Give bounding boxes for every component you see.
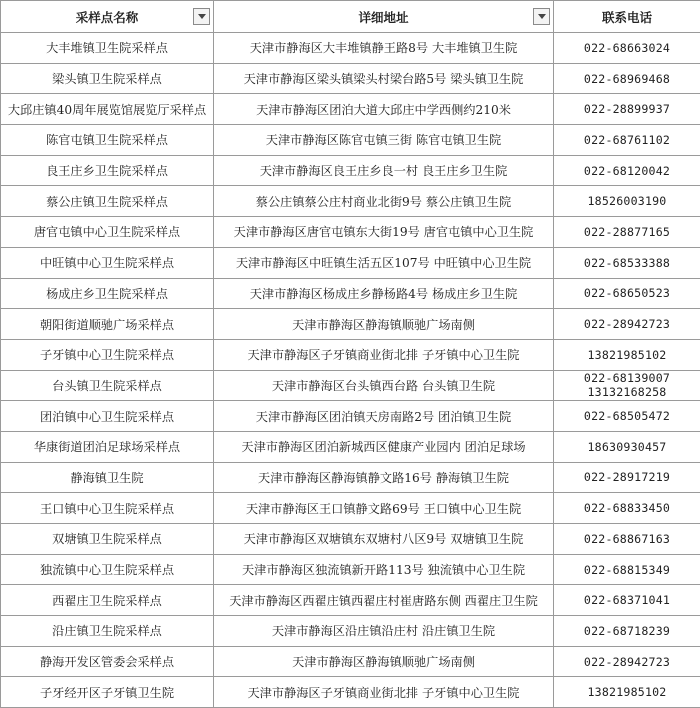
site-name-cell: 静海镇卫生院 [1,462,214,493]
table-row [1,247,700,278]
site-phone-cell: 022-68867163 [554,524,700,555]
site-name-cell: 朝阳街道顺驰广场采样点 [1,309,214,340]
filter-address-dropdown-icon[interactable] [533,8,550,25]
site-address-cell: 天津市静海区静海镇顺驰广场南侧 [214,646,554,677]
site-name-cell: 中旺镇中心卫生院采样点 [1,247,214,278]
table-row [1,186,700,217]
site-name-cell: 静海开发区管委会采样点 [1,646,214,677]
site-address-cell: 天津市静海区唐官屯镇东大街19号 唐官屯镇中心卫生院 [214,217,554,248]
site-name-cell: 独流镇中心卫生院采样点 [1,554,214,585]
site-address-cell: 天津市静海区杨成庄乡静杨路4号 杨成庄乡卫生院 [214,278,554,309]
site-phone-cell: 13821985102 [554,677,700,708]
table-row [1,677,700,708]
site-name-cell: 蔡公庄镇卫生院采样点 [1,186,214,217]
table-row [1,309,700,340]
site-name-cell: 梁头镇卫生院采样点 [1,63,214,94]
site-address-cell: 天津市静海区良王庄乡良一村 良王庄乡卫生院 [214,155,554,186]
table-row [1,401,700,432]
site-address-cell: 天津市静海区团泊新城西区健康产业园内 团泊足球场 [214,431,554,462]
site-phone-cell: 13821985102 [554,339,700,370]
table-row [1,339,700,370]
site-phone-cell: 18630930457 [554,431,700,462]
site-address-cell: 天津市静海区双塘镇东双塘村八区9号 双塘镇卫生院 [214,524,554,555]
table-row [1,33,700,64]
site-name-cell: 沿庄镇卫生院采样点 [1,616,214,647]
site-phone-cell: 022-28942723 [554,646,700,677]
filter-name-dropdown-icon[interactable] [193,8,210,25]
table-row [1,155,700,186]
site-phone-cell: 022-28877165 [554,217,700,248]
site-phone-cell: 022-28942723 [554,309,700,340]
site-name-cell: 华康街道团泊足球场采样点 [1,431,214,462]
site-address-cell: 天津市静海区独流镇新开路113号 独流镇中心卫生院 [214,554,554,585]
site-phone-cell: 022-28917219 [554,462,700,493]
site-phone-secondary: 13132168258 [587,385,667,400]
table-row [1,370,700,401]
site-name-cell: 子牙镇中心卫生院采样点 [1,339,214,370]
table-row [1,278,700,309]
site-name-cell: 子牙经开区子牙镇卫生院 [1,677,214,708]
site-phone-cell: 022-68505472 [554,401,700,432]
site-address-cell: 天津市静海区静海镇顺驰广场南侧 [214,309,554,340]
header-name [1,1,214,33]
site-phone-cell [554,370,700,401]
table-row [1,493,700,524]
site-name-cell: 团泊镇中心卫生院采样点 [1,401,214,432]
table-row [1,217,700,248]
site-address-cell: 天津市静海区团泊大道大邱庄中学西侧约210米 [214,94,554,125]
site-address-cell: 天津市静海区西翟庄镇西翟庄村崔唐路东侧 西翟庄卫生院 [214,585,554,616]
site-phone-cell: 18526003190 [554,186,700,217]
header-phone-label: 联系电话 [601,9,652,25]
site-name-cell: 大丰堆镇卫生院采样点 [1,33,214,64]
site-name-cell: 西翟庄卫生院采样点 [1,585,214,616]
site-address-cell: 天津市静海区王口镇静文路69号 王口镇中心卫生院 [214,493,554,524]
site-name-cell: 台头镇卫生院采样点 [1,370,214,401]
site-address-cell: 天津市静海区大丰堆镇静王路8号 大丰堆镇卫生院 [214,33,554,64]
site-phone-cell: 022-68761102 [554,125,700,156]
site-name-cell: 王口镇中心卫生院采样点 [1,493,214,524]
header-row [1,1,700,33]
site-name-cell: 陈官屯镇卫生院采样点 [1,125,214,156]
site-name-cell: 唐官屯镇中心卫生院采样点 [1,217,214,248]
header-name-label: 采样点名称 [75,9,139,25]
site-name-cell: 良王庄乡卫生院采样点 [1,155,214,186]
site-phone-cell: 022-68120042 [554,155,700,186]
site-phone-cell: 022-68815349 [554,554,700,585]
table-row [1,431,700,462]
header-address-label: 详细地址 [358,9,409,25]
site-phone-cell: 022-68969468 [554,63,700,94]
site-address-cell: 天津市静海区中旺镇生活五区107号 中旺镇中心卫生院 [214,247,554,278]
table-row [1,554,700,585]
site-address-cell: 天津市静海区台头镇西台路 台头镇卫生院 [214,370,554,401]
site-phone-cell: 022-68833450 [554,493,700,524]
site-phone-cell: 022-68371041 [554,585,700,616]
site-phone-cell: 022-28899937 [554,94,700,125]
site-address-cell: 天津市静海区梁头镇梁头村梁台路5号 梁头镇卫生院 [214,63,554,94]
site-phone-cell: 022-68718239 [554,616,700,647]
table-row [1,125,700,156]
site-address-cell: 天津市静海区沿庄镇沿庄村 沿庄镇卫生院 [214,616,554,647]
site-name-cell: 双塘镇卫生院采样点 [1,524,214,555]
site-name-cell: 大邱庄镇40周年展览馆展览厅采样点 [1,94,214,125]
site-address-cell: 蔡公庄镇蔡公庄村商业北街9号 蔡公庄镇卫生院 [214,186,554,217]
site-phone-primary: 022-68139007 [583,371,671,386]
site-phone-cell: 022-68533388 [554,247,700,278]
site-phone-cell: 022-68650523 [554,278,700,309]
header-address [214,1,554,33]
table-row [1,646,700,677]
header-phone [554,1,700,33]
site-address-cell: 天津市静海区陈官屯镇三街 陈官屯镇卫生院 [214,125,554,156]
site-name-cell: 杨成庄乡卫生院采样点 [1,278,214,309]
site-address-cell: 天津市静海区静海镇静文路16号 静海镇卫生院 [214,462,554,493]
table-row [1,616,700,647]
site-address-cell: 天津市静海区团泊镇天房南路2号 团泊镇卫生院 [214,401,554,432]
table-row [1,524,700,555]
table-row [1,462,700,493]
table-row [1,94,700,125]
site-address-cell: 天津市静海区子牙镇商业街北排 子牙镇中心卫生院 [214,677,554,708]
table-row [1,585,700,616]
site-phone-cell: 022-68663024 [554,33,700,64]
site-address-cell: 天津市静海区子牙镇商业街北排 子牙镇中心卫生院 [214,339,554,370]
table-row [1,63,700,94]
